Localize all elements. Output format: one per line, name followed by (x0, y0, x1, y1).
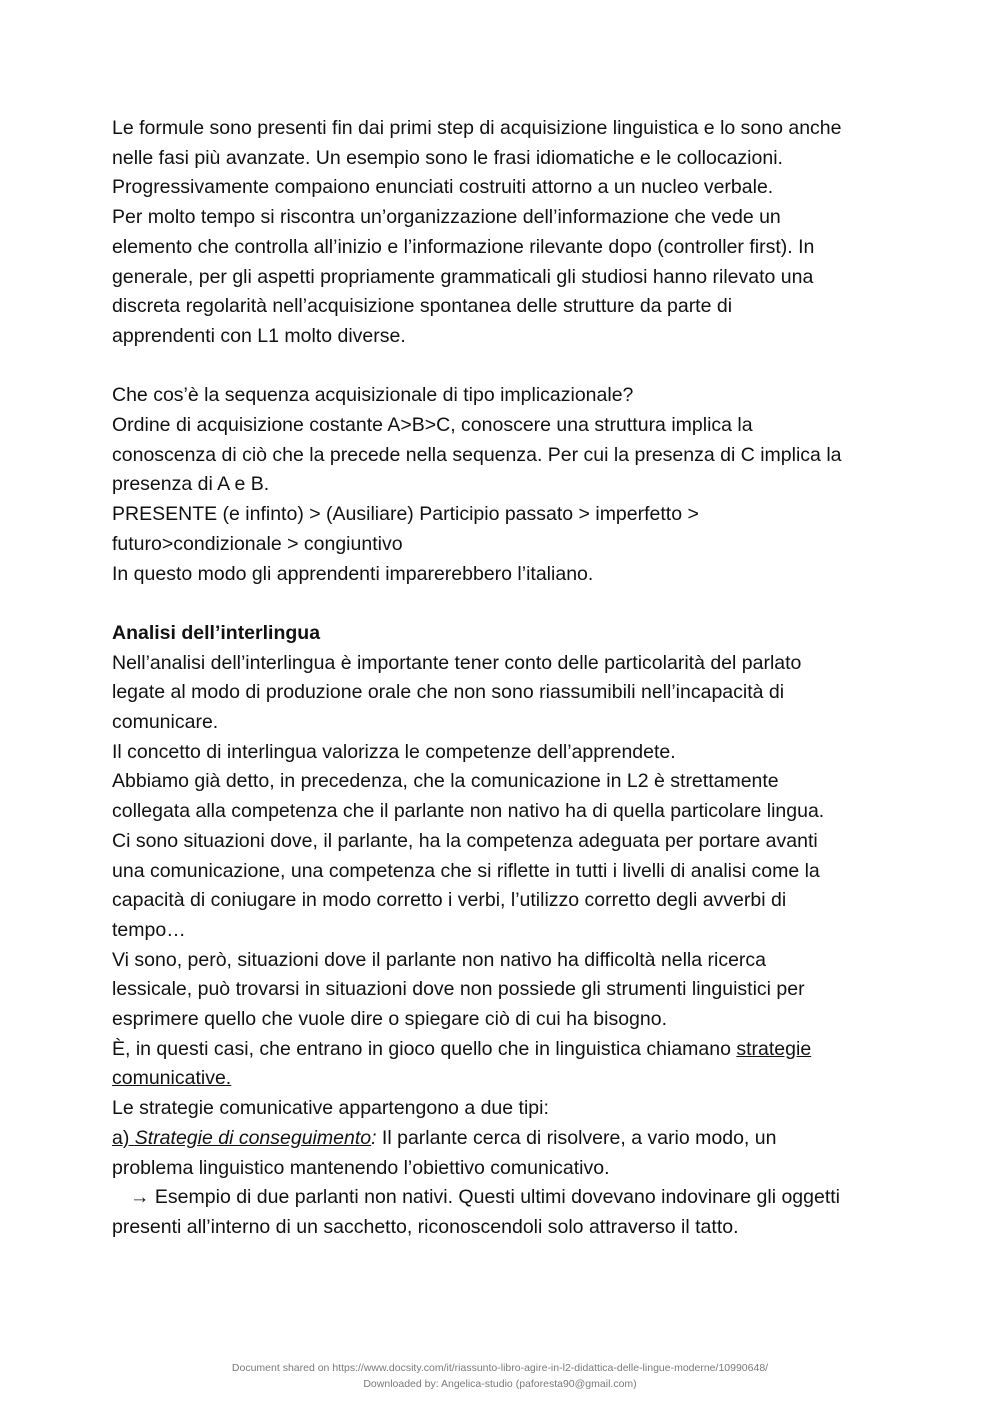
text-line (112, 1035, 902, 1065)
text-line: tempo… (112, 918, 186, 941)
paragraph-formule (112, 114, 902, 352)
text-line: Ci sono situazioni dove, il parlante, ha la competenza adeguata per portare avanti (112, 829, 818, 852)
example-text: Esempio di due parlanti non nativi. Questi ultimi dovevano indovinare gli oggetti (149, 1186, 840, 1209)
text-line: Vi sono, però, situazioni dove il parlante non nativo ha difficoltà nella ricerca (112, 948, 767, 971)
arrow-right-icon: → (130, 1186, 150, 1209)
text-line: Progressivamente compaiono enunciati costruiti attorno a un nucleo verbale. (112, 176, 774, 199)
text-line: Le formule sono presenti fin dai primi step di acquisizione linguistica e lo sono anche (112, 117, 842, 139)
text-line: comunicare. (112, 711, 219, 734)
list-item-colon: : (371, 1126, 377, 1149)
footer-source-link[interactable]: Document shared on https://www.docsity.com/it/riassunto-libro-agire-in-l2-didattica-delle-lingue-moderne/10990648/ (231, 1362, 769, 1374)
text-line: esprimere quello che vuole dire o spiegare ciò di cui ha bisogno. (112, 1008, 667, 1031)
text-line: generale, per gli aspetti propriamente grammaticali gli studiosi hanno rilevato una (112, 265, 814, 288)
text-line: problema linguistico mantenendo l’obiettivo comunicativo. (112, 1156, 610, 1179)
list-item-text: Il parlante cerca di risolvere, a vario modo, un (376, 1126, 777, 1149)
text-line: conoscenza di ciò che la precede nella sequenza. Per cui la presenza di C implica la (112, 443, 842, 466)
footer-download-info: Downloaded by: Angelica-studio (paforesta90@gmail.com) (363, 1378, 637, 1390)
underlined-term: strategie (736, 1037, 812, 1060)
text-line: collegata alla competenza che il parlante non nativo ha di quella particolare lingua. (112, 800, 825, 823)
text-line: presenti all’interno di un sacchetto, riconoscendoli solo attraverso il tatto. (112, 1215, 739, 1238)
list-item-title: Strategie di conseguimento (134, 1126, 372, 1149)
list-marker: a) (112, 1126, 135, 1149)
document-body (112, 114, 902, 1243)
paragraph-interlingua (112, 649, 902, 1243)
text-line: Che cos’è la sequenza acquisizionale di tipo implicazionale? (112, 384, 634, 407)
text-line: discreta regolarità nell’acquisizione spontanea delle strutture da parte di (112, 295, 733, 318)
paragraph-sequenza (112, 381, 902, 589)
text-line: Ordine di acquisizione costante A>B>C, conoscere una struttura implica la (112, 414, 753, 437)
text-line: capacità di coniugare in modo corretto i verbi, l’utilizzo corretto degli avverbi di (112, 889, 787, 912)
example-line (112, 1183, 902, 1213)
text-line: elemento che controlla all’inizio e l’informazione rilevante dopo (controller first). In (112, 235, 815, 258)
text-line: nelle fasi più avanzate. Un esempio sono le frasi idiomatiche e le collocazioni. (112, 146, 783, 169)
text-line: PRESENTE (e infinto) > (Ausiliare) Participio passato > imperfetto > (112, 503, 699, 526)
text-line: Nell’analisi dell’interlingua è importante tener conto delle particolarità del parlato (112, 651, 802, 674)
paragraph-gap (112, 352, 902, 382)
text-line: legate al modo di produzione orale che non sono riassumibili nell’incapacità di (112, 681, 785, 704)
list-item-a (112, 1124, 902, 1154)
text-line: In questo modo gli apprendenti imparerebbero l’italiano. (112, 562, 594, 585)
text-line: presenza di A e B. (112, 473, 270, 496)
text-line: una comunicazione, una competenza che si riflette in tutti i livelli di analisi come la (112, 859, 820, 882)
text-line: futuro>condizionale > congiuntivo (112, 532, 403, 555)
text-line: Il concetto di interlingua valorizza le competenze dell’apprendete. (112, 740, 676, 763)
paragraph-gap (112, 589, 902, 619)
text-line: Per molto tempo si riscontra un’organizzazione dell’informazione che vede un (112, 206, 781, 229)
text-line: apprendenti con L1 molto diverse. (112, 324, 406, 347)
underlined-term: comunicative. (112, 1067, 232, 1090)
text-line: lessicale, può trovarsi in situazioni dove non possiede gli strumenti linguistici per (112, 978, 805, 1001)
section-heading: Analisi dell’interlingua (112, 621, 321, 644)
text-fragment: È, in questi casi, che entrano in gioco quello che in linguistica chiamano (112, 1037, 737, 1060)
text-line: Le strategie comunicative appartengono a due tipi: (112, 1097, 549, 1120)
page-footer (0, 1360, 1000, 1392)
text-line: Abbiamo già detto, in precedenza, che la comunicazione in L2 è strettamente (112, 770, 779, 793)
text-line (112, 1064, 902, 1094)
